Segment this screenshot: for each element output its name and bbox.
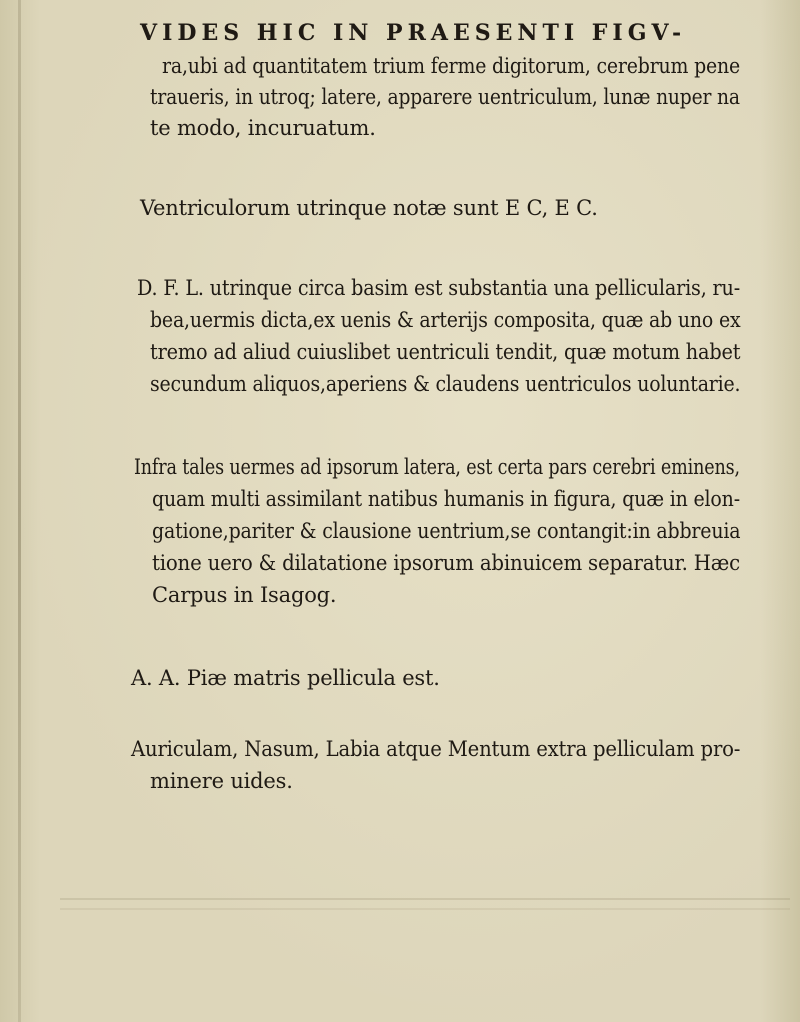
text-line: te modo, incuruatum. <box>150 116 376 140</box>
text-line: Auriculam, Nasum, Labia atque Mentum extra pelliculam pro- <box>131 737 741 761</box>
text-line: Infra tales uermes ad ipsorum latera, est certa pars cerebri eminens, <box>134 455 740 479</box>
text-line: gatione,pariter & clausione uentrium,se contangit:in abbreuia <box>152 519 741 543</box>
text-line: Ventriculorum utrinque notæ sunt E C, E C. <box>140 196 598 220</box>
text-line: secundum aliquos,aperiens & claudens uentriculos uoluntarie. <box>150 372 741 396</box>
text-line: bea,uermis dicta,ex uenis & arterijs composita, quæ ab uno ex <box>150 308 741 332</box>
text-line: tione uero & dilatatione ipsorum abinuicem separatur. Hæc <box>152 551 741 575</box>
text-line: traueris, in utroq; latere, apparere uentriculum, lunæ nuper na <box>150 85 740 109</box>
text-line: quam multi assimilant natibus humanis in figura, quæ in elon- <box>152 487 740 511</box>
text-line: ra,ubi ad quantitatem trium ferme digitorum, cerebrum pene <box>162 54 741 78</box>
running-heading: VIDES HIC IN PRAESENTI FIGV- <box>140 20 687 46</box>
text-line: D. F. L. utrinque circa basim est substantia una pellicularis, ru- <box>137 276 741 300</box>
text-line: tremo ad aliud cuiuslibet uentriculi tendit, quæ motum habet <box>150 340 741 364</box>
text-line: A. A. Piæ matris pellicula est. <box>131 666 440 690</box>
text-line: minere uides. <box>150 769 293 793</box>
text-line: Carpus in Isagog. <box>152 583 337 607</box>
